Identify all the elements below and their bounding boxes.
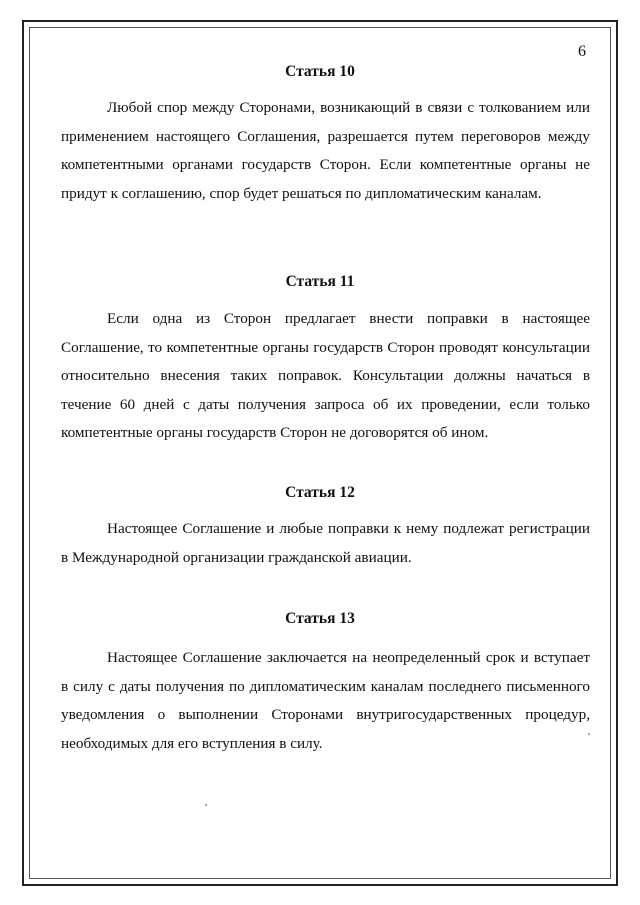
- article-12-heading: Статья 12: [285, 484, 355, 501]
- scan-speck: [205, 804, 207, 806]
- article-10-heading: Статья 10: [285, 63, 355, 80]
- article-13-heading: Статья 13: [285, 610, 355, 627]
- page-number: 6: [578, 43, 586, 60]
- article-10-text: Любой спор между Сторонами, возникающий в связи с толкованием или применением настоящего Соглашения, разрешается путем переговоров между компетентными органами государств Сторон. Если компетентные органы не придут к соглашению, спор будет решаться по дипломатическим каналам.: [61, 99, 590, 202]
- scan-speck: [588, 733, 590, 735]
- article-12-text: Настоящее Соглашение и любые поправки к нему подлежат регистрации в Международной организации гражданской авиации.: [61, 520, 590, 566]
- article-11-text: Если одна из Сторон предлагает внести поправки в настоящее Соглашение, то компетентные органы государств Сторон проводят консультации относительно внесения таких поправок. Консультации должны начаться в течение 60 дней с даты получения запроса об их проведении, если только компетентные органы государств Сторон не договорятся об ином.: [61, 310, 590, 441]
- article-11-heading: Статья 11: [285, 273, 355, 290]
- article-13-text: Настоящее Соглашение заключается на неопределенный срок и вступает в силу с даты получения по дипломатическим каналам последнего письменного уведомления о выполнении Сторонами внутригосударственных процедур, необходимых для его вступления в силу.: [61, 649, 590, 752]
